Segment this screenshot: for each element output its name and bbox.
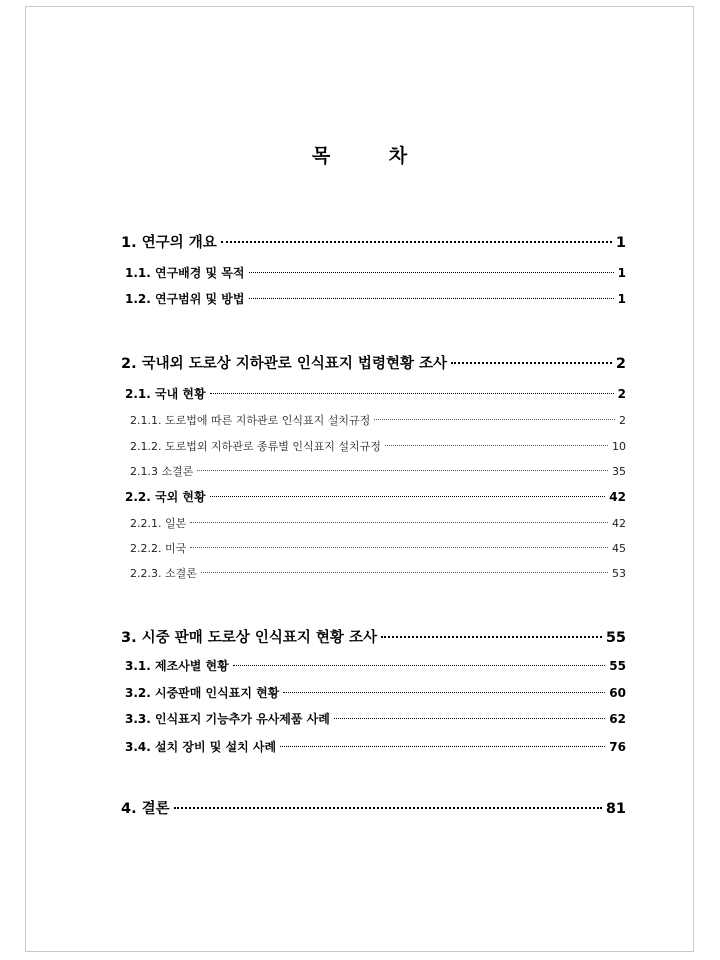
dot-leader <box>280 746 605 747</box>
document-page <box>25 6 694 952</box>
toc-entry-3-3[interactable] <box>125 710 626 727</box>
toc-entry-label: 2.2.3. 소결론 <box>130 567 197 580</box>
toc-entry-label: 2.1.1. 도로법에 따른 지하관로 인식표지 설치규정 <box>130 414 371 427</box>
toc-entry-label: 3.4. 설치 장비 및 설치 사례 <box>125 740 277 754</box>
toc-entry-page: 2 <box>615 356 626 372</box>
toc-entry-2-2-1[interactable] <box>130 515 626 531</box>
toc-entry-3-1[interactable] <box>125 657 626 674</box>
dot-leader <box>190 522 608 523</box>
toc-entry-page: 2 <box>617 387 626 401</box>
toc-entry-2-1-1[interactable] <box>130 412 626 428</box>
toc-entry-1[interactable] <box>121 231 626 252</box>
toc-entry-4[interactable] <box>121 797 626 818</box>
toc-entry-page: 35 <box>612 465 626 478</box>
toc-entry-label: 3.3. 인식표지 기능추가 유사제품 사례 <box>125 712 330 726</box>
toc-entry-label: 2.2.1. 일본 <box>130 517 187 530</box>
toc-entry-3[interactable] <box>121 626 626 647</box>
toc-entry-1-1[interactable] <box>125 264 626 281</box>
dot-leader <box>233 665 606 666</box>
toc-entry-label: 3.1. 제조사별 현황 <box>125 659 229 673</box>
toc-entry-page: 76 <box>609 740 626 754</box>
toc-entry-page: 53 <box>612 567 626 580</box>
toc-title: 목 차 <box>311 145 434 167</box>
toc-entry-label: 2.1.3 소결론 <box>130 465 194 478</box>
dot-leader <box>221 241 612 243</box>
dot-leader <box>190 547 608 548</box>
dot-leader <box>374 419 615 420</box>
toc-entry-page: 42 <box>609 490 626 504</box>
toc-entry-label: 2. 국내외 도로상 지하관로 인식표지 법령현황 조사 <box>121 356 448 372</box>
toc-entry-label: 1. 연구의 개요 <box>121 235 217 251</box>
toc-entry-page: 10 <box>612 440 626 453</box>
toc-entry-2[interactable] <box>121 352 626 373</box>
toc-entry-2-1-3[interactable] <box>130 463 626 479</box>
dot-leader <box>334 718 605 719</box>
toc-entry-label: 2.1.2. 도로법외 지하관로 종류별 인식표지 설치규정 <box>130 440 381 453</box>
toc-entry-1-2[interactable] <box>125 290 626 307</box>
toc-entry-label: 1.1. 연구배경 및 목적 <box>125 266 245 280</box>
toc-entry-label: 3. 시중 판매 도로상 인식표지 현황 조사 <box>121 630 377 646</box>
toc-entry-2-2-3[interactable] <box>130 565 626 581</box>
toc-entry-2-2-2[interactable] <box>130 540 626 556</box>
toc-entry-page: 55 <box>605 630 626 646</box>
toc-entry-page: 42 <box>612 517 626 530</box>
dot-leader <box>249 298 614 299</box>
toc-entry-label: 4. 결론 <box>121 801 170 817</box>
toc-entry-2-2[interactable] <box>125 488 626 505</box>
toc-entry-label: 2.1. 국내 현황 <box>125 387 206 401</box>
dot-leader <box>451 362 612 364</box>
dot-leader <box>385 445 608 446</box>
toc-entry-page: 1 <box>615 235 626 251</box>
toc-entry-label: 3.2. 시중판매 인식표지 현황 <box>125 686 280 700</box>
dot-leader <box>249 272 614 273</box>
toc-entry-page: 81 <box>605 801 626 817</box>
toc-entry-page: 60 <box>609 686 626 700</box>
toc-entry-3-2[interactable] <box>125 684 626 701</box>
toc-entry-2-1[interactable] <box>125 385 626 402</box>
toc-entry-label: 2.2. 국외 현황 <box>125 490 206 504</box>
toc-entry-page: 55 <box>609 659 626 673</box>
dot-leader <box>381 636 602 638</box>
toc-entry-page: 62 <box>609 712 626 726</box>
toc-entry-page: 1 <box>617 266 626 280</box>
toc-entry-2-1-2[interactable] <box>130 438 626 454</box>
toc-entry-page: 2 <box>619 414 626 427</box>
toc-entry-label: 1.2. 연구범위 및 방법 <box>125 292 245 306</box>
toc-entry-page: 1 <box>617 292 626 306</box>
toc-entry-3-4[interactable] <box>125 738 626 755</box>
dot-leader <box>197 470 608 471</box>
dot-leader <box>210 393 614 394</box>
toc-entry-label: 2.2.2. 미국 <box>130 542 187 555</box>
dot-leader <box>174 807 602 809</box>
dot-leader <box>210 496 606 497</box>
dot-leader <box>283 692 605 693</box>
toc-entry-page: 45 <box>612 542 626 555</box>
dot-leader <box>201 572 608 573</box>
